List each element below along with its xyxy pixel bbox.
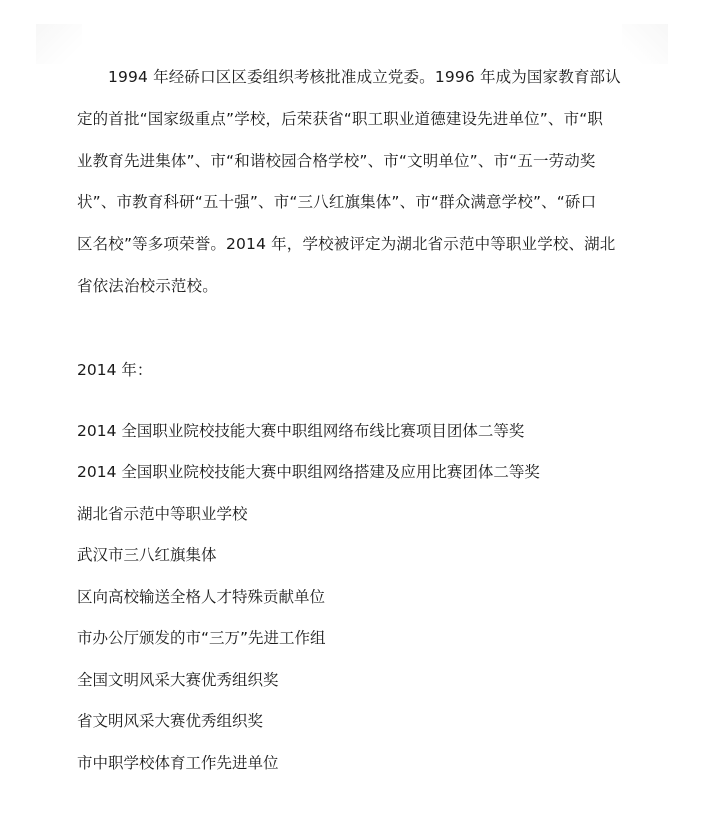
paragraph-line: 状”、市教育科研“五十强”、市“三八红旗集体”、市“群众满意学校”、“硚口 (77, 193, 597, 211)
award-item: 2014 全国职业院校技能大赛中职组网络布线比赛项目团体二等奖 (77, 422, 525, 440)
award-item: 区向高校输送全格人才特殊贡献单位 (77, 588, 326, 606)
award-item: 武汉市三八红旗集体 (77, 546, 217, 564)
award-item: 湖北省示范中等职业学校 (77, 505, 248, 523)
award-item: 市中职学校体育工作先进单位 (77, 754, 279, 772)
award-item: 全国文明风采大赛优秀组织奖 (77, 671, 279, 689)
paragraph-line: 省依法治校示范校。 (77, 277, 218, 295)
award-item: 市办公厅颁发的市“三万”先进工作组 (77, 629, 326, 647)
paragraph-line: 1994 年经硚口区区委组织考核批准成立党委。1996 年成为国家教育部认 (108, 68, 621, 86)
year-heading: 2014 年： (77, 361, 153, 379)
page-corner-mark-left (36, 24, 82, 64)
paragraph-line: 区名校”等多项荣誉。2014 年，学校被评定为湖北省示范中等职业学校、湖北 (77, 235, 616, 253)
award-item: 2014 全国职业院校技能大赛中职组网络搭建及应用比赛团体二等奖 (77, 463, 540, 481)
award-item: 省文明风采大赛优秀组织奖 (77, 712, 264, 730)
page-corner-mark-right (622, 24, 668, 64)
paragraph-line: 定的首批“国家级重点”学校，后荣获省“职工职业道德建设先进单位”、市“职 (77, 110, 604, 128)
paragraph-line: 业教育先进集体”、市“和谐校园合格学校”、市“文明单位”、市“五一劳动奖 (77, 152, 596, 170)
